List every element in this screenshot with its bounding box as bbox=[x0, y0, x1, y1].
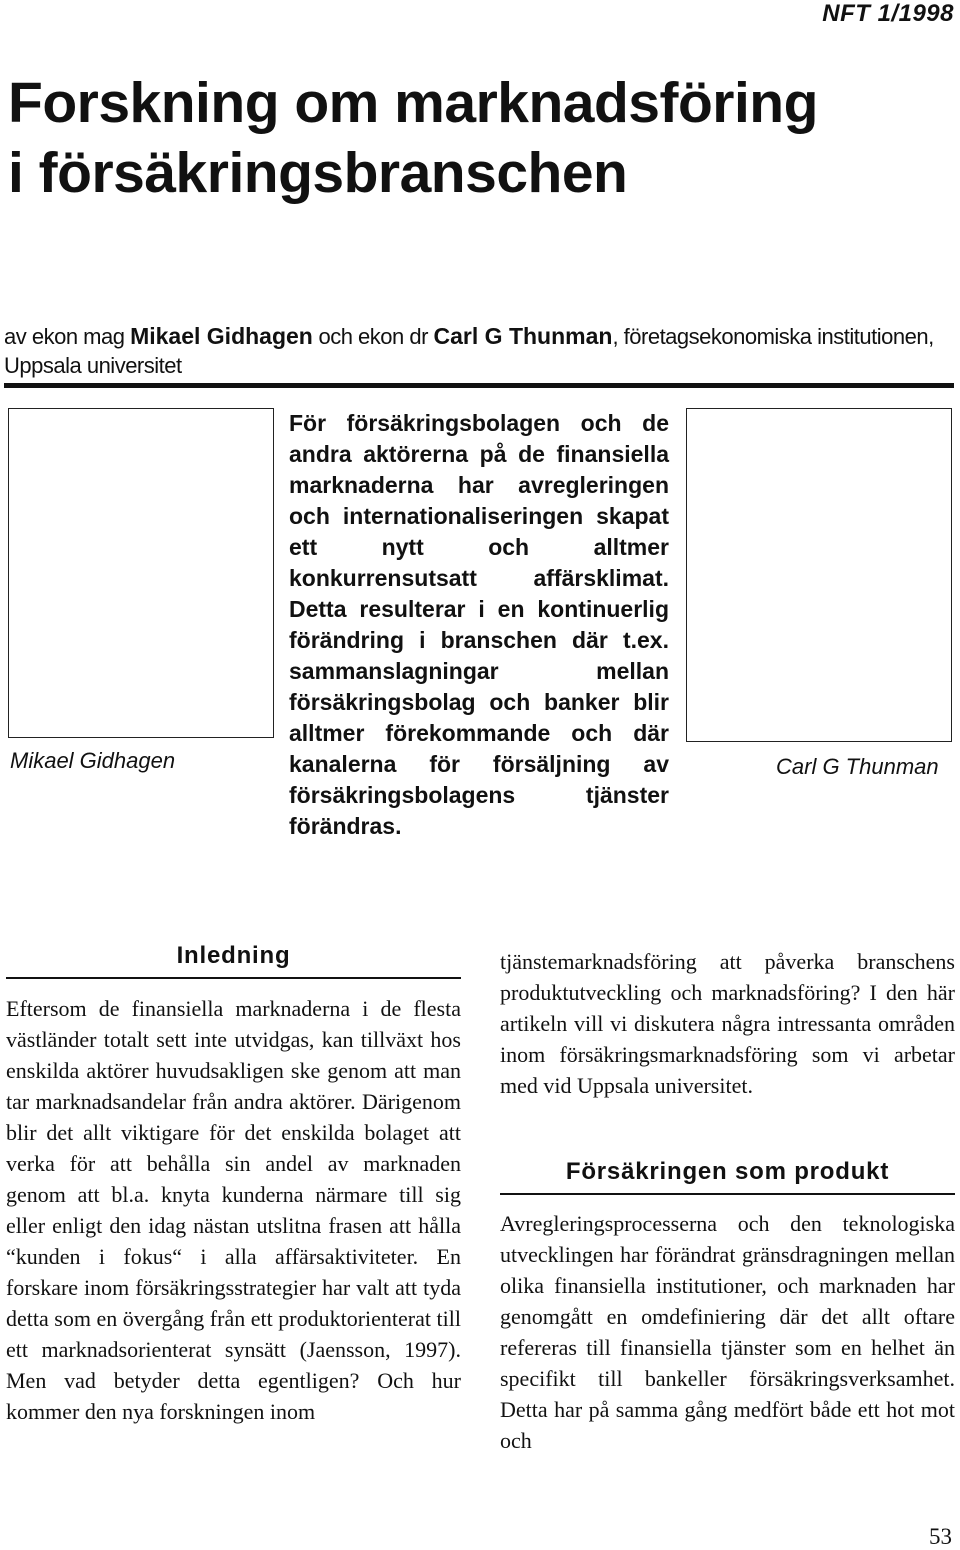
section-divider-1 bbox=[6, 977, 461, 979]
author-photo-right bbox=[686, 408, 952, 742]
author-photo-left bbox=[8, 408, 274, 738]
section-divider-2 bbox=[500, 1193, 955, 1195]
author-1: Mikael Gidhagen bbox=[130, 323, 313, 349]
title-line-2: i försäkringsbranschen bbox=[8, 141, 628, 205]
title-line-1: Forskning om marknadsföring bbox=[8, 71, 818, 135]
body-text-column-right-continuation: tjänstemarknadsföring att påverka branschens produktutveckling och marknadsföring? I den här artikeln vill vi diskutera några intressanta områden inom försäkringsmarknadsföring som vi arbetar med vid Uppsala universitet. bbox=[500, 949, 955, 1098]
body-text-column-right: Avregleringsprocesserna och den teknologiska utvecklingen har förändrat gränsdragningen mellan olika finansiella institutioner, och marknaden har genomgått en omdefiniering där det allt oftare refereras till finansiella tjänster som en helhet än specifikt till bankeller försäkringsverksamhet. Detta har på samma gång medfört både ett hot mot och bbox=[500, 1211, 955, 1453]
photo-caption-left: Mikael Gidhagen bbox=[10, 748, 176, 773]
section-heading-inledning: Inledning bbox=[176, 942, 291, 969]
byline bbox=[4, 322, 956, 380]
section-heading-forsakringen: Försäkringen som produkt bbox=[565, 1158, 890, 1185]
lead-paragraph: För försäkringsbolagen och de andra aktörerna på de finansiella marknaderna har avregleringen och internationaliseringen skapat ett nytt och alltmer konkurrensutsatt affärsklimat. Detta resulterar i en kontinuerlig förändring i branschen där t.ex. sammanslagningar mellan försäkringsbolag och banker blir alltmer förekommande och där kanalerna för försäljning av försäkringsbolagens tjänster förändras. bbox=[289, 410, 669, 839]
article-title bbox=[8, 68, 953, 208]
page-number: 53 bbox=[929, 1524, 952, 1549]
header-divider bbox=[4, 383, 954, 388]
byline-prefix: av ekon mag bbox=[4, 324, 131, 349]
journal-issue: NFT 1/1998 bbox=[822, 0, 954, 27]
photo-caption-right: Carl G Thunman bbox=[776, 754, 939, 779]
byline-affiliation: , företagsekonomiska institutionen, Uppsala universitet bbox=[4, 324, 934, 378]
body-text-column-left: Eftersom de finansiella marknaderna i de flesta västländer totalt sett inte utvidgas, kan tillväxt hos enskilda aktörer huvudsakligen ske genom att man tar marknadsandelar från andra aktörer. Därigenom blir det allt viktigare för det enskilda bolaget att verka för att behålla sin andel av marknaden genom att bl.a. knyta kunderna närmare till sig eller enligt den idag nästan utslitna frasen att hålla “kunden i fokus“ i alla affärsaktiviteter. En forskare inom försäkringsstrategier har valt att tyda detta som en övergång från ett produktorienterat till ett marknadsorienterat synsätt (Jaensson, 1997). Men vad betyder detta egentligen? Och hur kommer den nya forskningen inom bbox=[6, 996, 461, 1424]
byline-middle: och ekon dr bbox=[312, 324, 434, 349]
author-2: Carl G Thunman bbox=[433, 323, 613, 349]
